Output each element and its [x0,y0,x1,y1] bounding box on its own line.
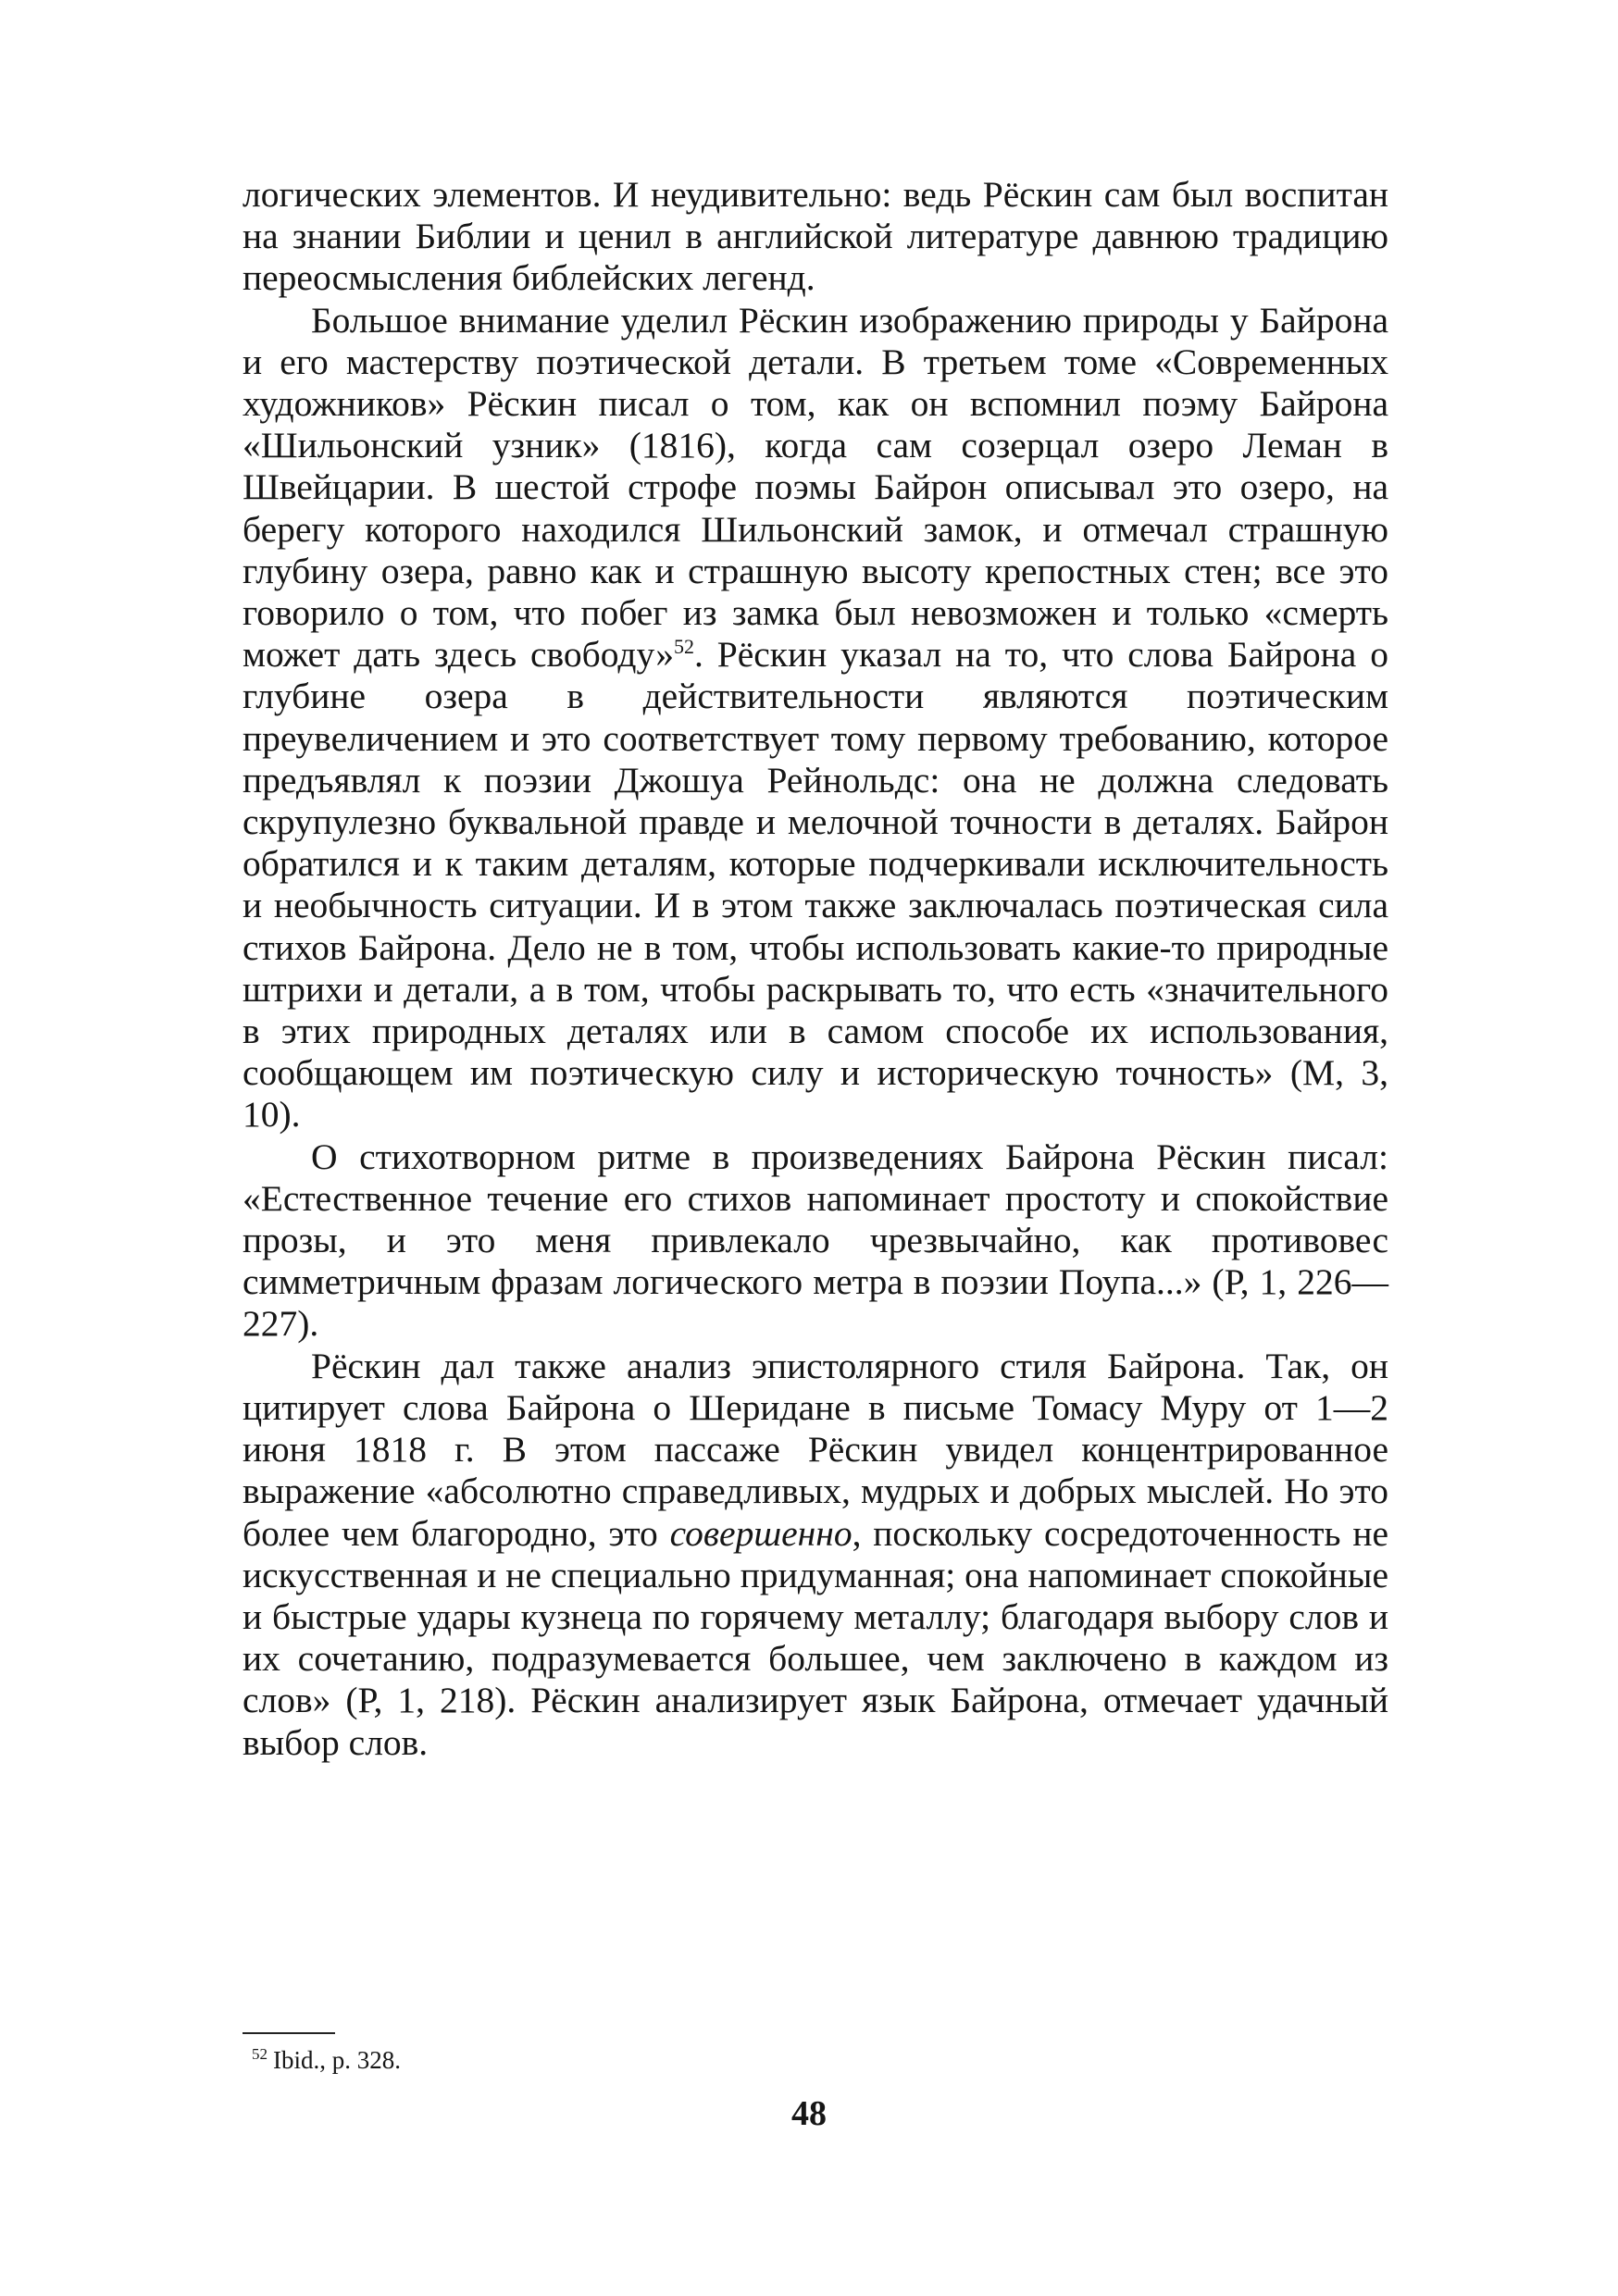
text-run: Большое внимание уделил Рёскин изображению природы у Байрона и его мастерству поэтической детали. В третьем томе «Современных художников» Рёскин писал о том, как он вспомнил поэму Байрона «Шильонский узник» (1816), когда сам созерцал озеро Леман в Швейцарии. В шестой строфе поэмы Байрон описывал это озеро, на берегу которого находился Шильонский замок, и отмечал страшную глубину озера, равно как и страшную высоту крепостных стен; все это говорило о том, что побег из замка был невозможен и только «смерть может дать здесь свободу» [243,299,1388,676]
page-body [243,174,1388,1764]
paragraph [243,174,1388,300]
text-run: . Рёскин указал на то, что слова Байрона о глубине озера в действительности являются поэтическим преувеличением и это соответствует тому первому требованию, которое предъявлял к поэзии Джошуа Рейнольдс: она не должна следовать скрупулезно буквальной правде и мелочной точности в деталях. Байрон обратился и к таким деталям, которые подчеркивали исключительность и необычность ситуации. И в этом также заключалась поэтическая сила стихов Байрона. Дело не в том, чтобы использовать какие-то природные штрихи и детали, а в том, чтобы раскрывать то, что есть «значительного в этих природных деталях или в самом способе их использования, сообщающем им поэтическую силу и историческую точность» (М, 3, 10). [243,634,1389,1136]
footnote [252,2045,401,2075]
paragraph [243,1136,1388,1346]
footnote-number: 52 [252,2045,268,2063]
emphasized-text: совершенно [669,1512,853,1554]
main-text [243,174,1388,1764]
paragraph [243,300,1388,1136]
footnote-text: Ibid., p. 328. [273,2046,401,2074]
page-number: 48 [791,2094,827,2133]
footnote-divider [243,2032,335,2034]
text-run: , поскольку сосредоточенность не искусственная и не специально придуманная; она напоминает спокойные и быстрые удары кузнеца по горячему металлу; благодаря выбору слов и их сочетанию, подразумевается большее, чем заключено в каждом из слов» (Р, 1, 218). Рёскин анализирует язык Байрона, отмечает удачный выбор слов. [243,1512,1388,1763]
footnote-reference: 52 [673,635,694,659]
text-run: Рёскин дал также анализ эпистолярного стиля Байрона. Так, он цитирует слова Байрона о Шеридане в письме Томасу Муру от 1—2 июня 1818 г. В этом пассаже Рёскин увидел концентрированное выражение «абсолютно справедливых, мудрых и добрых мыслей. Но это более чем благородно, это [243,1345,1388,1554]
paragraph [243,1346,1388,1764]
text-run: О стихотворном ритме в произведениях Байрона Рёскин писал: «Естественное течение его стихов напоминает простоту и спокойствие прозы, и это меня привлекало чрезвычайно, как противовес симметричным фразам логического метра в поэзии Поупа...» (Р, 1, 226—227). [243,1136,1388,1345]
text-run: логических элементов. И неудивительно: ведь Рёскин сам был воспитан на знании Библии и ценил в английской литературе давнюю традицию переосмысления библейских легенд. [243,174,1388,299]
